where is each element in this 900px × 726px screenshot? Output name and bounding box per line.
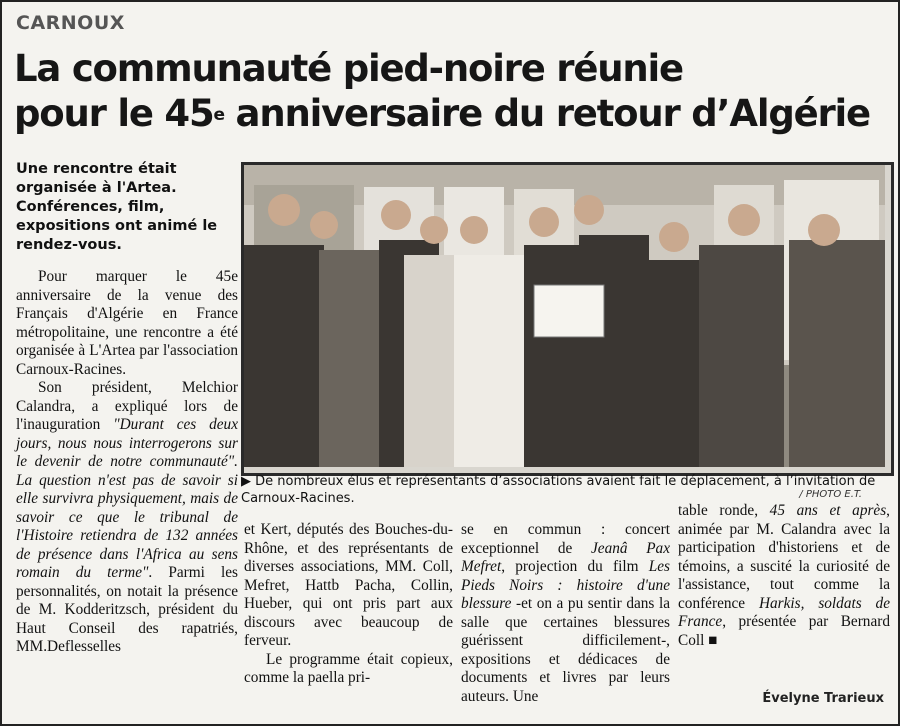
section-rubric: CARNOUX (16, 12, 125, 34)
p6-e: , présentée par Bernard Coll ■ (678, 613, 890, 649)
p6-a: table ronde, (678, 502, 770, 519)
article-column-2 (244, 521, 453, 688)
headline-superscript: e (213, 105, 224, 125)
headline-line-1: La communauté pied-noire réunie (14, 47, 683, 90)
photo-caption: ▶ De nombreux élus et représentants d’associations avaient fait le déplacement, à l’invitation de Carnoux-Racines. (241, 474, 876, 506)
p5-c: , projection du film (501, 558, 649, 575)
headline (14, 46, 894, 136)
body-paragraph-1: Pour marquer le 45e anniversaire de la venue des Français d'Algérie en France métropolitaine, une rencontre a été organisée à L'Artea par l'association Carnoux-Racines. (16, 268, 238, 378)
p6-d: Harkis, soldats de France (678, 594, 890, 630)
p5-d: Les Pieds Noirs : histoire d'une blessure (461, 558, 670, 612)
headline-line-2-prefix: pour le 45 (14, 92, 214, 135)
p5-a: se en commun : concert exceptionnel de (461, 521, 670, 557)
p2-start: Son président, Melchior Calandra, a expliqué lors de l'inauguration (16, 379, 238, 433)
headline-line-2-suffix: anniversaire du retour d’Algérie (223, 92, 870, 135)
article-photo (241, 162, 894, 476)
body-paragraph-3: et Kert, députés des Bouches-du-Rhône, et des représentants de diverses associations, MM. Coll, Mefret, Hattb Pacha, Collin, Hueber, qui ont pris part aux discours avec beaucoup de ferveur. (244, 521, 453, 649)
p5-e: -et on a pu sentir dans la salle que certaines blessures guérissent difficilement-, expositions et dédicaces de documents et livres par leurs auteurs. Une (461, 595, 670, 705)
p2-quote: "Durant ces deux jours, nous nous interrogerons sur le devenir de notre communauté". La question n'est pas de savoir si elle survivra physiquement, mais de savoir ce que le tribunal de l'Histoire retiendra de 132 années de présence dans l'Africa au sens romain du terme" (16, 416, 238, 581)
group-photo-illustration (244, 165, 885, 467)
body-paragraph-4: Le programme était copieux, comme la paella pri- (244, 650, 453, 686)
p5-b: Jeanâ Pax Mefret (461, 539, 670, 575)
author-signature: Évelyne Trarieux (762, 691, 884, 706)
headline-line-2 (14, 91, 894, 136)
photo-credit: / PHOTO E.T. (799, 489, 862, 500)
p6-c: , animée par M. Calandra avec la participation d'historiens et de témoins, a suscité la curiosité de l'assistance, tout comme la conférence (678, 502, 890, 612)
article-column-1 (16, 268, 238, 657)
article-column-3 (461, 521, 670, 706)
p6-b: 45 ans et après (769, 502, 887, 519)
body-paragraph-2 (16, 379, 238, 657)
article-column-4 (678, 502, 890, 650)
body-paragraph-6 (678, 502, 890, 650)
photo-caption-text: De nombreux élus et représentants d’associations avaient fait le déplacement, à l’invitation de Carnoux-Racines. (241, 474, 876, 506)
body-paragraph-5 (461, 521, 670, 706)
article-standfirst: Une rencontre était organisée à l'Artea. Conférences, film, expositions ont animé le rendez-vous. (16, 161, 218, 253)
p2-end: . Parmi les personnalités, on notait la présence de M. Kodderitzsch, président du Haut Conseil des rapatriés, MM.Deflesselles (16, 564, 238, 655)
